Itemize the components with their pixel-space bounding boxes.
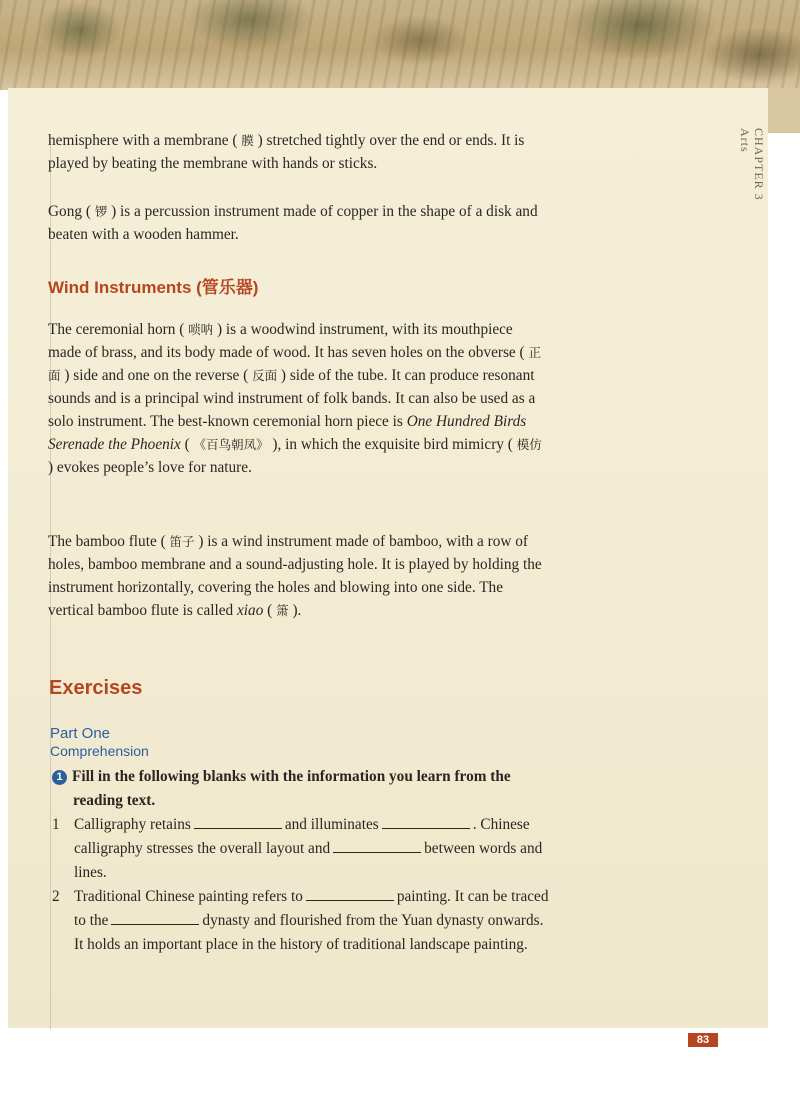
answer-blank[interactable] xyxy=(333,838,421,853)
chapter-tab xyxy=(733,128,773,248)
chapter-title: Arts xyxy=(738,128,752,153)
piece-title: One Hundred Birds Serenade the Phoenix xyxy=(48,413,527,453)
comprehension-subheading: Comprehension xyxy=(50,743,149,759)
paragraph-ceremonial-horn: The ceremonial horn ( 唢呐 ) is a woodwind instrument, with its mouthpiece made of brass, and its body made of wood. It has seven holes on the obverse ( 正面 ) side and one on the reverse ( 反面 ) side of the tube. It can produce resonant sounds and is a principal wind instrument of folk bands. It can also be used as a solo instrument. The best-known ceremonial horn piece is One Hundred Birds Serenade the Phoenix ( 《百鸟朝凤》 ), in which the exquisite bird mimicry ( 模仿 ) evokes people’s love for nature. xyxy=(48,321,542,476)
question-2: 2 Traditional Chinese painting refers to painting. It can be traced to the dynasty and flourished from the Yuan dynasty onwards. It holds an important place in the history of traditional landscape painting. xyxy=(52,888,549,953)
question-1: 1 Calligraphy retains and illuminates . Chinese calligraphy stresses the overall layout and between words and lines. xyxy=(52,816,543,881)
answer-blank[interactable] xyxy=(382,814,470,829)
part-one-heading: Part One xyxy=(50,725,111,742)
section-heading-wind-instruments: Wind Instruments (管乐器) xyxy=(48,278,259,297)
answer-blank[interactable] xyxy=(194,814,282,829)
chapter-number: CHAPTER 3 xyxy=(752,128,766,201)
paragraph-bamboo-flute: The bamboo flute ( 笛子 ) is a wind instrument made of bamboo, with a row of holes, bamboo membrane and a sound-adjusting hole. It is played by holding the instrument horizontally, covering the holes and blowing into one side. The vertical bamboo flute is called xiao ( 箫 ). xyxy=(48,533,542,619)
answer-blank[interactable] xyxy=(306,886,394,901)
banner-edge-strip xyxy=(768,88,800,133)
exercise-instruction: 1 Fill in the following blanks with the information you learn from the reading text. xyxy=(52,765,552,813)
exercises-heading: Exercises xyxy=(49,677,143,699)
term-xiao: xiao xyxy=(237,602,264,619)
paragraph-gong: Gong ( 锣 ) is a percussion instrument made of copper in the shape of a disk and beaten with a wooden hammer. xyxy=(48,203,538,243)
answer-blank[interactable] xyxy=(111,910,199,925)
page-number: 83 xyxy=(688,1033,718,1047)
paragraph-drum: hemisphere with a membrane ( 膜 ) stretched tightly over the end or ends. It is played by beating the membrane with hands or sticks. xyxy=(48,132,525,172)
exercise-number-badge: 1 xyxy=(52,770,67,785)
banner-texture xyxy=(0,0,800,90)
